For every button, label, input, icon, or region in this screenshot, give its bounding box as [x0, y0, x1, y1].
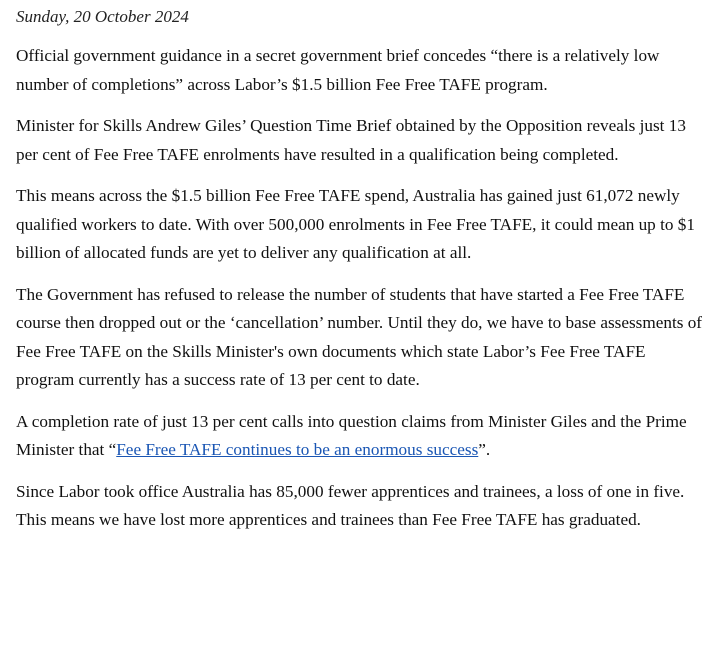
- article-paragraph-4: The Government has refused to release the number of students that have started a Fee Free TAFE course then dropped out or the ‘cancellation’ number. Until they do, we have to base assessments of Fee Free TAFE on the Skills Minister's own documents which state Labor’s Fee Free TAFE program currently has a success rate of 13 per cent to date.: [16, 284, 703, 389]
- article-paragraph-2: Minister for Skills Andrew Giles’ Question Time Brief obtained by the Opposition reveals just 13 per cent of Fee Free TAFE enrolments have resulted in a qualification being completed.: [16, 116, 686, 164]
- article-paragraph-6: Since Labor took office Australia has 85,000 fewer apprentices and trainees, a loss of one in five. This means we have lost more apprentices and trainees than Fee Free TAFE has graduated.: [16, 481, 685, 529]
- quote-trail-text: ”.: [478, 440, 491, 459]
- quote-lead-text: A completion rate of just 13 per cent calls into question claims from Minister Giles and the Prime Minister that “: [16, 411, 687, 459]
- article-paragraph-1: Official government guidance in a secret government brief concedes “there is a relatively low number of completions” across Labor’s $1.5 billion Fee Free TAFE program.: [16, 46, 660, 94]
- enormous-success-link[interactable]: Fee Free TAFE continues to be an enormous success: [116, 440, 479, 459]
- article-date: Sunday, 20 October 2024: [16, 7, 189, 26]
- article-paragraph-5: [16, 408, 704, 465]
- article-paragraph-3: This means across the $1.5 billion Fee Free TAFE spend, Australia has gained just 61,072 newly qualified workers to date. With over 500,000 enrolments in Fee Free TAFE, it could mean up to $1 billion of allocated funds are yet to deliver any qualification at all.: [16, 186, 695, 262]
